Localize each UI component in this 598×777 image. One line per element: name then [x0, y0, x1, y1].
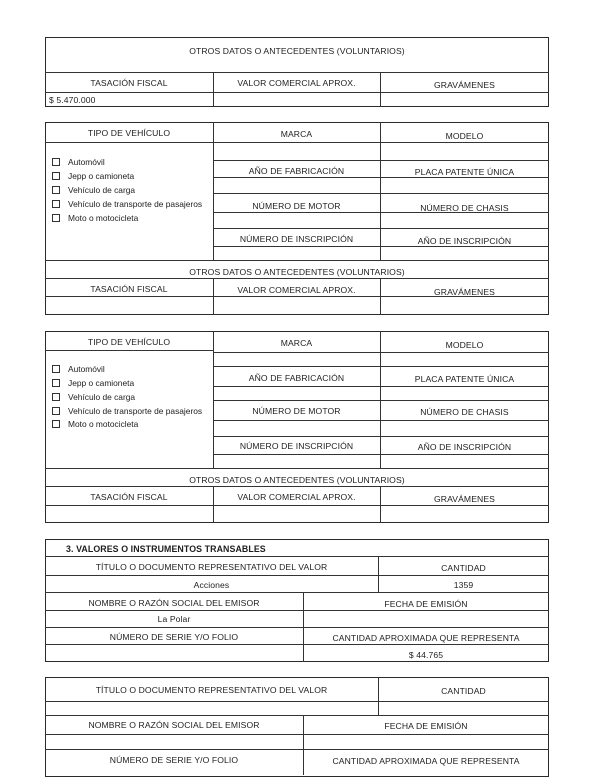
divider	[213, 436, 549, 437]
divider	[213, 420, 549, 421]
anio-fabricacion-header: AÑO DE FABRICACIÓN	[248, 166, 345, 176]
modelo-header: MODELO	[445, 340, 484, 350]
tipo-vehiculo-header: TIPO DE VEHÍCULO	[87, 128, 171, 138]
otros-datos-title: OTROS DATOS O ANTECEDENTES (VOLUNTARIOS)	[189, 475, 405, 485]
otros-datos-title: OTROS DATOS O ANTECEDENTES (VOLUNTARIOS)	[189, 267, 405, 277]
option-moto[interactable]: Moto o motocicleta	[52, 419, 138, 429]
divider	[213, 454, 549, 455]
tasacion-fiscal-header: TASACIÓN FISCAL	[90, 284, 168, 294]
divider	[45, 350, 213, 351]
checkbox-icon[interactable]	[52, 186, 60, 194]
tasacion-fiscal-header: TASACIÓN FISCAL	[90, 78, 168, 88]
cantidad-header: CANTIDAD	[441, 686, 486, 696]
divider	[45, 644, 549, 645]
checkbox-icon[interactable]	[52, 214, 60, 222]
checkbox-icon[interactable]	[52, 420, 60, 428]
divider	[213, 352, 549, 353]
emisor-header: NOMBRE O RAZÓN SOCIAL DEL EMISOR	[88, 720, 260, 730]
option-vehiculo-carga[interactable]: Vehículo de carga	[52, 185, 135, 195]
checkbox-icon[interactable]	[52, 172, 60, 180]
divider	[213, 177, 549, 178]
cantidad-aproximada-value: $ 44.765	[408, 650, 444, 660]
divider	[45, 278, 549, 279]
checkbox-icon[interactable]	[52, 379, 60, 387]
placa-patente-header: PLACA PATENTE ÚNICA	[414, 374, 515, 384]
divider	[213, 193, 549, 194]
numero-inscripcion-header: NÚMERO DE INSCRIPCIÓN	[239, 441, 354, 451]
checkbox-icon[interactable]	[52, 158, 60, 166]
titulo-documento-header: TÍTULO O DOCUMENTO REPRESENTATIVO DEL VALOR	[95, 685, 328, 695]
cantidad-header: CANTIDAD	[441, 563, 486, 573]
divider	[213, 386, 549, 387]
numero-serie-header: NÚMERO DE SERIE Y/O FOLIO	[109, 632, 239, 642]
numero-motor-header: NÚMERO DE MOTOR	[252, 406, 341, 416]
divider	[45, 486, 549, 487]
checkbox-icon[interactable]	[52, 407, 60, 415]
section-heading: 3. VALORES O INSTRUMENTOS TRANSABLES	[66, 544, 266, 554]
divider	[380, 486, 381, 523]
cantidad-aproximada-header: CANTIDAD APROXIMADA QUE REPRESENTA	[332, 633, 520, 643]
titulo-documento-header: TÍTULO O DOCUMENTO REPRESENTATIVO DEL VALOR	[95, 562, 328, 572]
divider	[45, 734, 549, 735]
divider	[213, 228, 549, 229]
divider	[45, 592, 549, 593]
marca-header: MARCA	[280, 338, 313, 348]
cantidad-aproximada-header: CANTIDAD APROXIMADA QUE REPRESENTA	[332, 756, 520, 766]
divider	[213, 366, 549, 367]
divider	[213, 142, 549, 143]
valor-comercial-header: VALOR COMERCIAL APROX.	[237, 78, 356, 88]
gravamenes-header: GRAVÁMENES	[433, 494, 495, 504]
emisor-header: NOMBRE O RAZÓN SOCIAL DEL EMISOR	[88, 598, 260, 608]
emisor-value: La Polar	[157, 614, 191, 624]
divider	[45, 749, 549, 750]
divider	[45, 575, 549, 576]
option-transporte-pasajeros[interactable]: Vehículo de transporte de pasajeros	[52, 406, 202, 416]
checkbox-icon[interactable]	[52, 393, 60, 401]
divider	[45, 505, 549, 506]
valor-comercial-header: VALOR COMERCIAL APROX.	[237, 285, 356, 295]
marca-header: MARCA	[280, 129, 313, 139]
anio-inscripcion-header: AÑO DE INSCRIPCIÓN	[417, 442, 512, 452]
option-moto[interactable]: Moto o motocicleta	[52, 213, 138, 223]
divider	[45, 142, 213, 143]
numero-motor-header: NÚMERO DE MOTOR	[252, 201, 341, 211]
option-transporte-pasajeros[interactable]: Vehículo de transporte de pasajeros	[52, 199, 202, 209]
gravamenes-header: GRAVÁMENES	[433, 287, 495, 297]
option-jepp-camioneta[interactable]: Jepp o camioneta	[52, 171, 134, 181]
modelo-header: MODELO	[445, 131, 484, 141]
fecha-emision-header: FECHA DE EMISIÓN	[384, 599, 468, 609]
divider	[45, 468, 549, 469]
tasacion-fiscal-value: $ 5.470.000	[49, 95, 96, 105]
divider	[45, 92, 549, 93]
numero-serie-header: NÚMERO DE SERIE Y/O FOLIO	[109, 755, 239, 765]
titulo-documento-value: Acciones	[193, 580, 230, 590]
placa-patente-header: PLACA PATENTE ÚNICA	[414, 167, 515, 177]
option-vehiculo-carga[interactable]: Vehículo de carga	[52, 392, 135, 402]
divider	[213, 400, 549, 401]
divider	[45, 610, 549, 611]
fecha-emision-header: FECHA DE EMISIÓN	[384, 721, 468, 731]
option-jepp-camioneta[interactable]: Jepp o camioneta	[52, 378, 134, 388]
divider	[45, 715, 549, 716]
cantidad-value: 1359	[453, 580, 474, 590]
tasacion-fiscal-header: TASACIÓN FISCAL	[90, 492, 168, 502]
checkbox-icon[interactable]	[52, 365, 60, 373]
otros-datos-title: OTROS DATOS O ANTECEDENTES (VOLUNTARIOS)	[189, 46, 405, 56]
checkbox-icon[interactable]	[52, 200, 60, 208]
numero-inscripcion-header: NÚMERO DE INSCRIPCIÓN	[239, 234, 354, 244]
anio-fabricacion-header: AÑO DE FABRICACIÓN	[248, 373, 345, 383]
option-automovil[interactable]: Automóvil	[52, 364, 105, 374]
divider	[45, 72, 549, 73]
numero-chasis-header: NÚMERO DE CHASIS	[420, 203, 509, 213]
divider	[45, 556, 549, 557]
divider	[45, 701, 549, 702]
divider	[213, 160, 549, 161]
divider	[378, 677, 379, 715]
divider	[213, 278, 214, 315]
anio-inscripcion-header: AÑO DE INSCRIPCIÓN	[417, 236, 512, 246]
divider	[45, 260, 549, 261]
divider	[45, 627, 549, 628]
valor-comercial-header: VALOR COMERCIAL APROX.	[237, 492, 356, 502]
option-automovil[interactable]: Automóvil	[52, 157, 105, 167]
tipo-vehiculo-header: TIPO DE VEHÍCULO	[87, 337, 171, 347]
gravamenes-header: GRAVÁMENES	[433, 80, 495, 90]
numero-chasis-header: NÚMERO DE CHASIS	[420, 407, 509, 417]
divider	[213, 246, 549, 247]
